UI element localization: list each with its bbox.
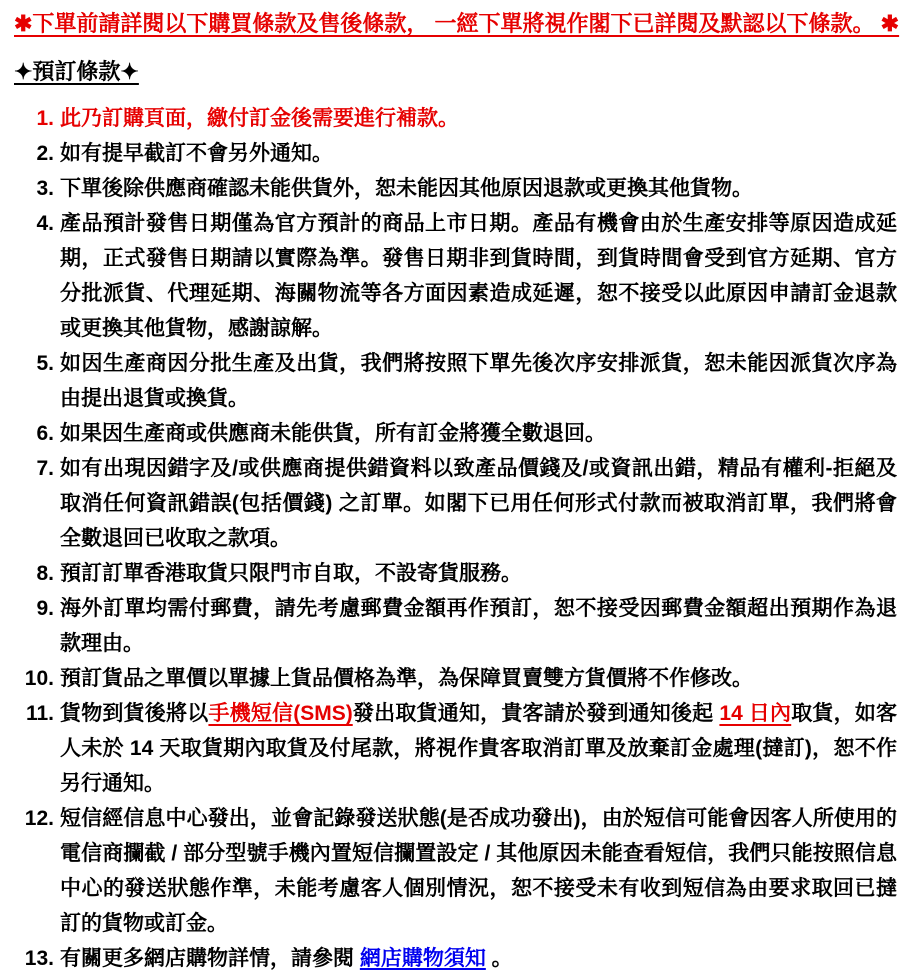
term-text: 此乃訂購頁面，繳付訂金後需要進行補款。 — [60, 107, 459, 130]
term-item-12 — [14, 801, 897, 941]
term-number: 7. — [36, 457, 54, 480]
term-text: 取貨，如客人未於 14 天取貨期內取貨及付尾款，將視作貴客取消訂單及放棄訂金處理(撻訂)，恕不作另行通知。 — [60, 702, 898, 795]
purchase-notice-banner — [14, 6, 900, 41]
term-item-3 — [14, 171, 897, 206]
term-number: 13. — [24, 947, 54, 970]
section-title-preorder-terms — [14, 54, 897, 89]
term-text: 。 — [485, 947, 513, 970]
term-item-4 — [14, 206, 897, 346]
sms-notice-highlight: 手機短信(SMS) — [208, 702, 353, 725]
section-title-text: ✦預訂條款✦ — [14, 59, 139, 84]
term-text: 發出取貨通知，貴客請於發到通知後起 — [352, 702, 720, 725]
term-number: 9. — [36, 597, 54, 620]
term-text: 短信經信息中心發出，並會記錄發送狀態(是否成功發出)，由於短信可能會因客人所使用的電信商攔截 / 部分型號手機內置短信攔置設定 / 其他原因未能查看短信，我們只能按照信息中心的發送狀態作準，未能考慮客人個別情況，恕不接受未有收到短信為由要求取回已撻訂的貨物或訂金。 — [60, 807, 897, 935]
term-number: 5. — [36, 352, 54, 375]
term-number: 6. — [36, 422, 54, 445]
term-text: 貨物到貨後將以 — [60, 702, 209, 725]
terms-list — [14, 101, 897, 976]
term-item-1 — [14, 101, 897, 136]
term-text: 如果因生產商或供應商未能供貨，所有訂金將獲全數退回。 — [60, 422, 606, 445]
term-text: 如有出現因錯字及/或供應商提供錯資料以致產品價錢及/或資訊出錯，精品有權利-拒絕及取消任何資訊錯誤(包括價錢) 之訂單。如閣下已用任何形式付款而被取消訂單，我們將會全數退回已收取之款項。 — [60, 457, 897, 550]
pickup-deadline-highlight: 14 日內 — [719, 702, 792, 725]
term-text: 如有提早截訂不會另外通知。 — [60, 142, 333, 165]
term-text: 預訂訂單香港取貨只限門市自取，不設寄貨服務。 — [60, 562, 522, 585]
purchase-notice-text: ✱下單前請詳閱以下購買條款及售後條款， 一經下單將視作閣下已詳閱及默認以下條款。 ✱ — [14, 11, 900, 36]
term-text: 預訂貨品之單價以單據上貨品價格為準，為保障買賣雙方貨價將不作修改。 — [60, 667, 753, 690]
term-text: 下單後除供應商確認未能供貨外，恕未能因其他原因退款或更換其他貨物。 — [60, 177, 753, 200]
term-item-7 — [14, 451, 897, 556]
term-item-11 — [14, 696, 897, 801]
term-text: 海外訂單均需付郵費，請先考慮郵費金額再作預訂，恕不接受因郵費金額超出預期作為退款理由。 — [60, 597, 897, 655]
store-shopping-notice-link[interactable]: 網店購物須知 — [359, 947, 486, 970]
term-number: 4. — [36, 212, 54, 235]
term-item-10 — [14, 661, 897, 696]
term-number: 10. — [24, 667, 54, 690]
term-number: 2. — [36, 142, 54, 165]
term-number: 12. — [24, 807, 54, 830]
term-item-8 — [14, 556, 897, 591]
term-item-13 — [14, 941, 897, 976]
term-number: 11. — [25, 702, 54, 725]
term-text: 有關更多網店購物詳情，請參閱 — [60, 947, 360, 970]
term-number: 8. — [36, 562, 54, 585]
term-item-9 — [14, 591, 897, 661]
term-item-5 — [14, 346, 897, 416]
term-item-6 — [14, 416, 897, 451]
term-text: 產品預計發售日期僅為官方預計的商品上市日期。產品有機會由於生產安排等原因造成延期，正式發售日期請以實際為準。發售日期非到貨時間，到貨時間會受到官方延期、官方分批派貨、代理延期、海關物流等各方面因素造成延遲，恕不接受以此原因申請訂金退款或更換其他貨物，感謝諒解。 — [60, 212, 897, 340]
term-item-2 — [14, 136, 897, 171]
terms-document — [14, 6, 900, 976]
term-text: 如因生產商因分批生產及出貨，我們將按照下單先後次序安排派貨，恕未能因派貨次序為由提出退貨或換貨。 — [60, 352, 897, 410]
term-number: 1. — [36, 107, 54, 130]
term-number: 3. — [36, 177, 54, 200]
